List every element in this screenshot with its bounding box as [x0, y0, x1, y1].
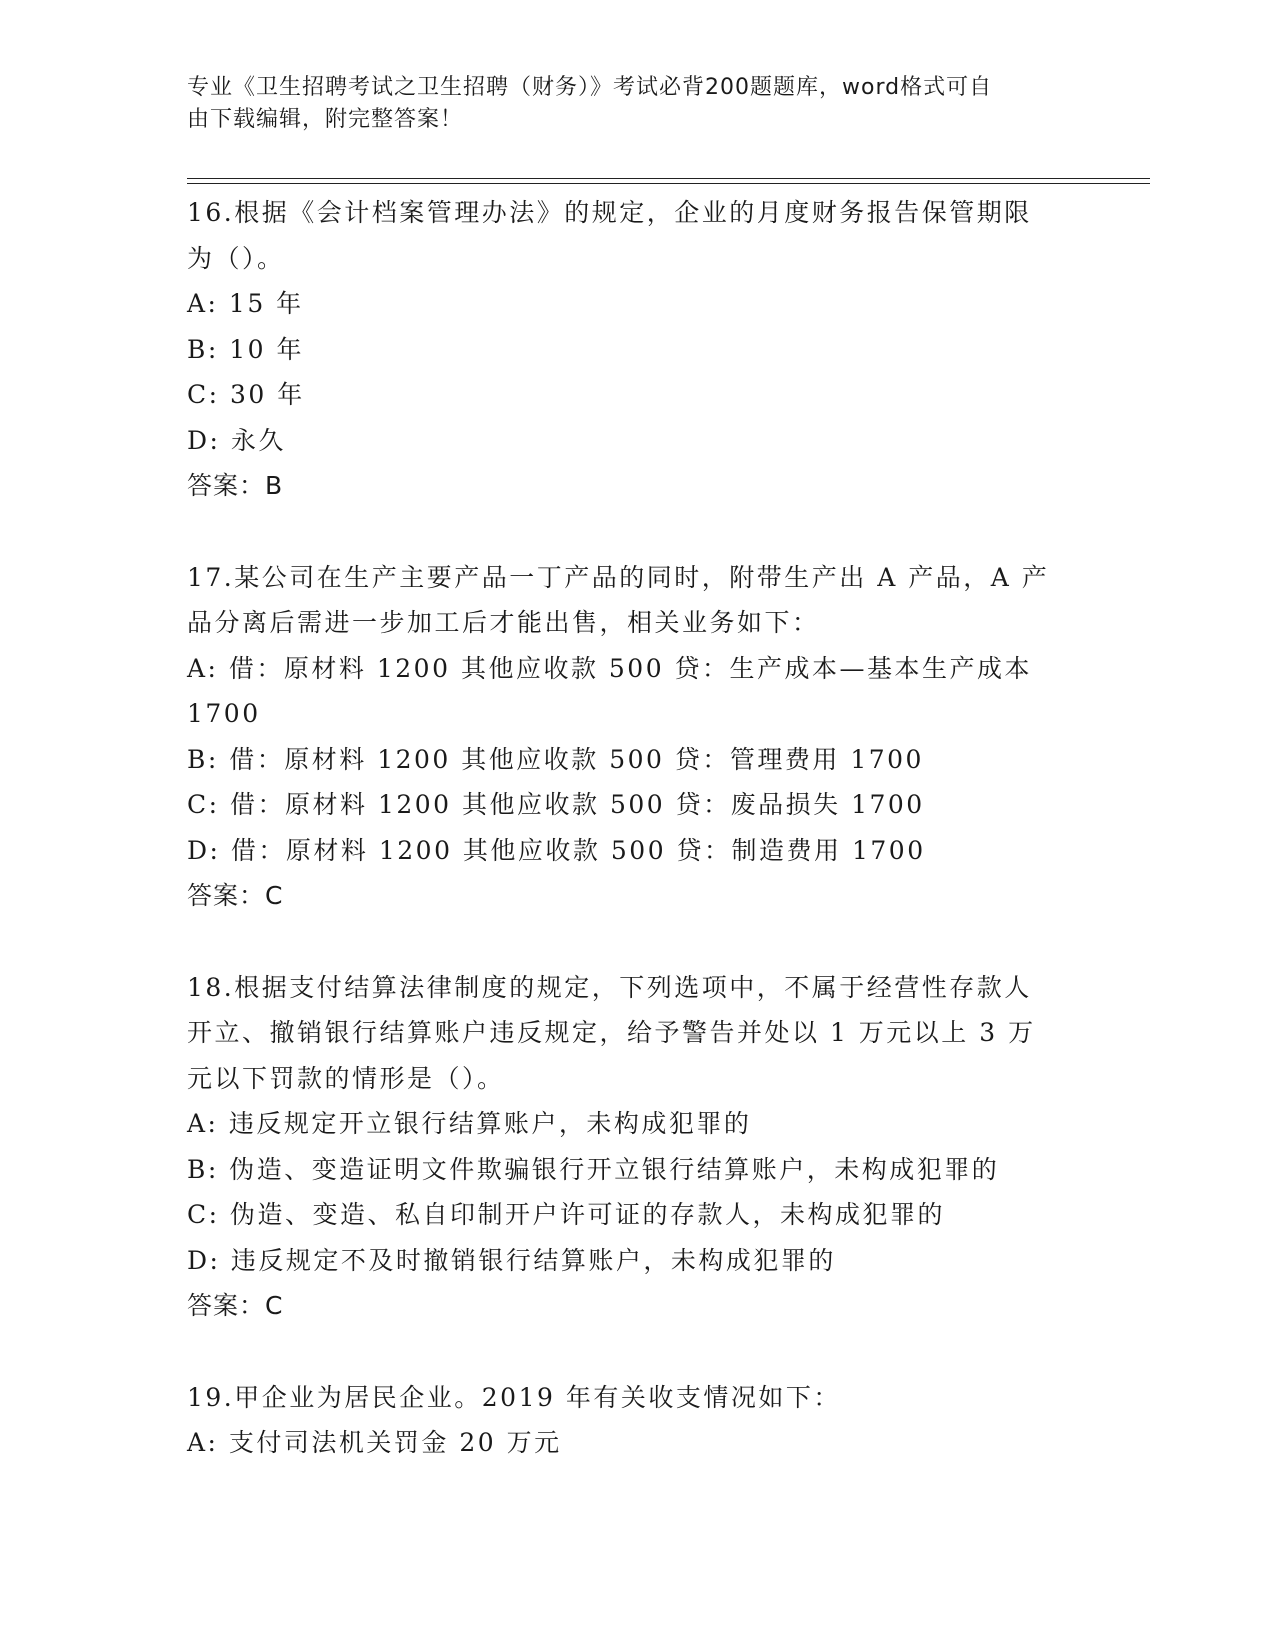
question-stem: 元以下罚款的情形是（）。 [187, 1063, 505, 1093]
option-d: D: 借：原材料 1200 其他应收款 500 贷：制造费用 1700 [187, 835, 926, 865]
answer: 答案：C [187, 1291, 284, 1320]
option-c: C: 30 年 [187, 380, 305, 409]
question-stem: 为（）。 [187, 243, 285, 273]
option-c: C: 伪造、变造、私自印制开户许可证的存款人，未构成犯罪的 [187, 1200, 946, 1229]
question-stem: 19.甲企业为居民企业。2019 年有关收支情况如下： [187, 1382, 841, 1412]
option-a: A: 15 年 [187, 289, 304, 318]
header-line-1: 专业《卫生招聘考试之卫生招聘（财务）》考试必背200题题库，word格式可自 [187, 75, 993, 100]
option-a: A: 违反规定开立银行结算账户，未构成犯罪的 [187, 1109, 752, 1138]
option-b: B: 借：原材料 1200 其他应收款 500 贷：管理费用 1700 [187, 744, 924, 774]
option-b: B: 10 年 [187, 334, 304, 364]
option-d: D: 违反规定不及时撤销银行结算账户，未构成犯罪的 [187, 1245, 836, 1275]
option-b: B: 伪造、变造证明文件欺骗银行开立银行结算账户，未构成犯罪的 [187, 1154, 1000, 1184]
answer: 答案：C [187, 881, 284, 910]
header-divider-bottom [187, 183, 1150, 184]
header-line-2: 由下载编辑，附完整答案！ [187, 107, 464, 132]
option-d: D: 永久 [187, 425, 286, 455]
question-stem: 18.根据支付结算法律制度的规定，下列选项中，不属于经营性存款人 [187, 972, 1032, 1002]
spacer [187, 1329, 1087, 1375]
question-16 [187, 190, 1087, 509]
question-stem: 品分离后需进一步加工后才能出售，相关业务如下： [187, 608, 820, 637]
option-c: C: 借：原材料 1200 其他应收款 500 贷：废品损失 1700 [187, 790, 925, 819]
option-a-continued: 1700 [187, 699, 261, 728]
question-stem: 17.某公司在生产主要产品一丁产品的同时，附带生产出 A 产品，A 产 [187, 562, 1050, 592]
spacer [187, 919, 1087, 965]
header-divider-top [187, 178, 1150, 179]
question-17 [187, 555, 1087, 919]
question-list [187, 190, 1087, 1466]
question-stem: 开立、撤销银行结算账户违反规定，给予警告并处以 1 万元以上 3 万 [187, 1018, 1036, 1047]
question-18 [187, 965, 1087, 1329]
question-stem: 16.根据《会计档案管理办法》的规定，企业的月度财务报告保管期限 [187, 198, 1032, 227]
spacer [187, 509, 1087, 555]
answer: 答案：B [187, 471, 284, 500]
option-a: A: 借：原材料 1200 其他应收款 500 贷：生产成本—基本生产成本 [187, 653, 1033, 683]
document-header [187, 72, 1067, 136]
option-a: A: 支付司法机关罚金 20 万元 [187, 1428, 562, 1457]
question-19 [187, 1375, 1087, 1466]
